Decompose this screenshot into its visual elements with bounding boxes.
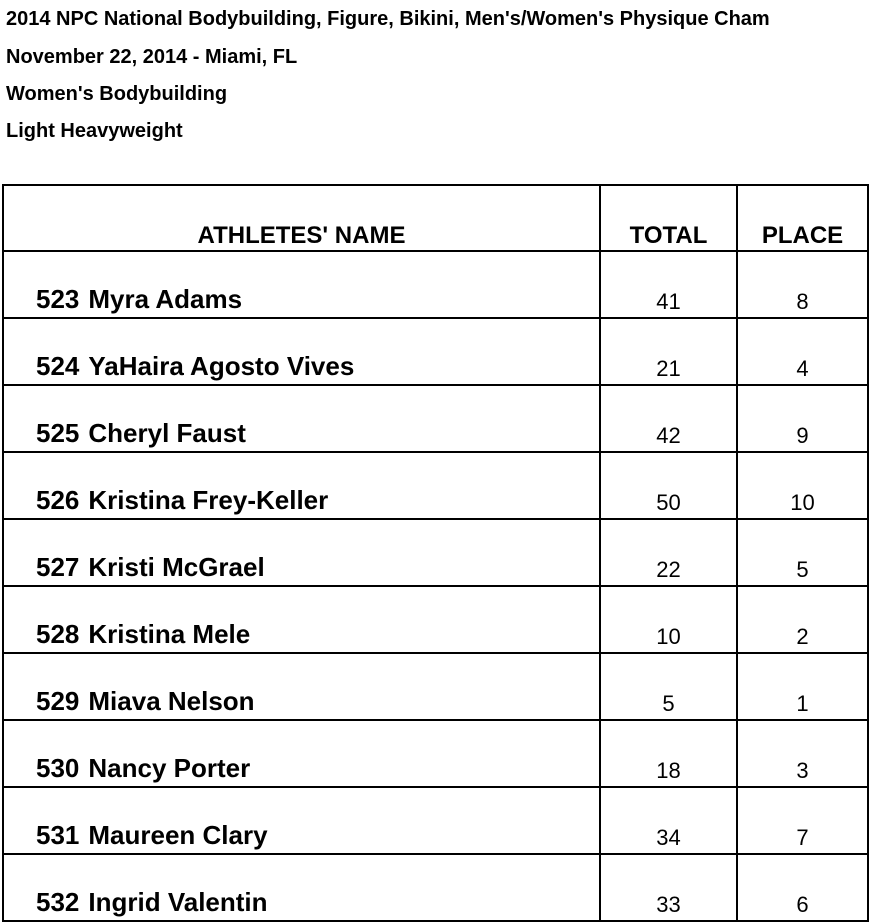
athlete-cell	[3, 385, 600, 452]
table-row	[3, 787, 868, 854]
column-header-place: PLACE	[737, 185, 868, 251]
total-cell: 21	[600, 318, 737, 385]
athlete-cell	[3, 452, 600, 519]
athlete-name: Nancy Porter	[88, 753, 251, 783]
athlete-number: 526	[36, 485, 80, 515]
total-cell: 10	[600, 586, 737, 653]
table-row	[3, 854, 868, 921]
athlete-cell	[3, 653, 600, 720]
place-cell: 9	[737, 385, 868, 452]
table-header-row	[3, 185, 868, 251]
athlete-number: 525	[36, 418, 80, 448]
athlete-cell	[3, 318, 600, 385]
total-cell: 33	[600, 854, 737, 921]
athlete-number: 529	[36, 686, 80, 716]
place-cell: 8	[737, 251, 868, 318]
total-cell: 41	[600, 251, 737, 318]
athlete-name: Myra Adams	[88, 284, 243, 314]
athlete-name: Cheryl Faust	[88, 418, 246, 448]
athlete-cell	[3, 251, 600, 318]
table-row	[3, 318, 868, 385]
column-header-total: TOTAL	[600, 185, 737, 251]
event-title: 2014 NPC National Bodybuilding, Figure, Bikini, Men's/Women's Physique Cham	[6, 8, 770, 30]
athlete-name: Maureen Clary	[88, 820, 268, 850]
total-cell: 22	[600, 519, 737, 586]
class-title: Light Heavyweight	[6, 120, 183, 142]
athlete-name: Kristi McGrael	[88, 552, 265, 582]
total-cell: 34	[600, 787, 737, 854]
total-cell: 18	[600, 720, 737, 787]
athlete-cell	[3, 519, 600, 586]
place-cell: 1	[737, 653, 868, 720]
place-cell: 4	[737, 318, 868, 385]
athlete-cell	[3, 720, 600, 787]
table-row	[3, 586, 868, 653]
place-cell: 10	[737, 452, 868, 519]
athlete-number: 531	[36, 820, 80, 850]
athlete-number: 530	[36, 753, 80, 783]
table-row	[3, 385, 868, 452]
table-row	[3, 452, 868, 519]
athlete-name: YaHaira Agosto Vives	[88, 351, 355, 381]
table-row	[3, 519, 868, 586]
athlete-number: 527	[36, 552, 80, 582]
total-cell: 5	[600, 653, 737, 720]
place-cell: 3	[737, 720, 868, 787]
division-title: Women's Bodybuilding	[6, 83, 228, 105]
table-row	[3, 251, 868, 318]
place-cell: 7	[737, 787, 868, 854]
table-row	[3, 720, 868, 787]
total-cell: 50	[600, 452, 737, 519]
athlete-name: Kristina Frey-Keller	[88, 485, 329, 515]
athlete-name: Miava Nelson	[88, 686, 255, 716]
athlete-name: Kristina Mele	[88, 619, 251, 649]
place-cell: 6	[737, 854, 868, 921]
table-row	[3, 653, 868, 720]
column-header-name: ATHLETES' NAME	[3, 185, 600, 251]
athlete-number: 524	[36, 351, 80, 381]
athlete-number: 523	[36, 284, 80, 314]
athlete-name: Ingrid Valentin	[88, 887, 268, 917]
athlete-cell	[3, 787, 600, 854]
place-cell: 2	[737, 586, 868, 653]
place-cell: 5	[737, 519, 868, 586]
athlete-cell	[3, 854, 600, 921]
athlete-cell	[3, 586, 600, 653]
athlete-number: 528	[36, 619, 80, 649]
total-cell: 42	[600, 385, 737, 452]
event-date-location: November 22, 2014 - Miami, FL	[6, 46, 298, 68]
athlete-number: 532	[36, 887, 80, 917]
results-table	[2, 184, 869, 922]
